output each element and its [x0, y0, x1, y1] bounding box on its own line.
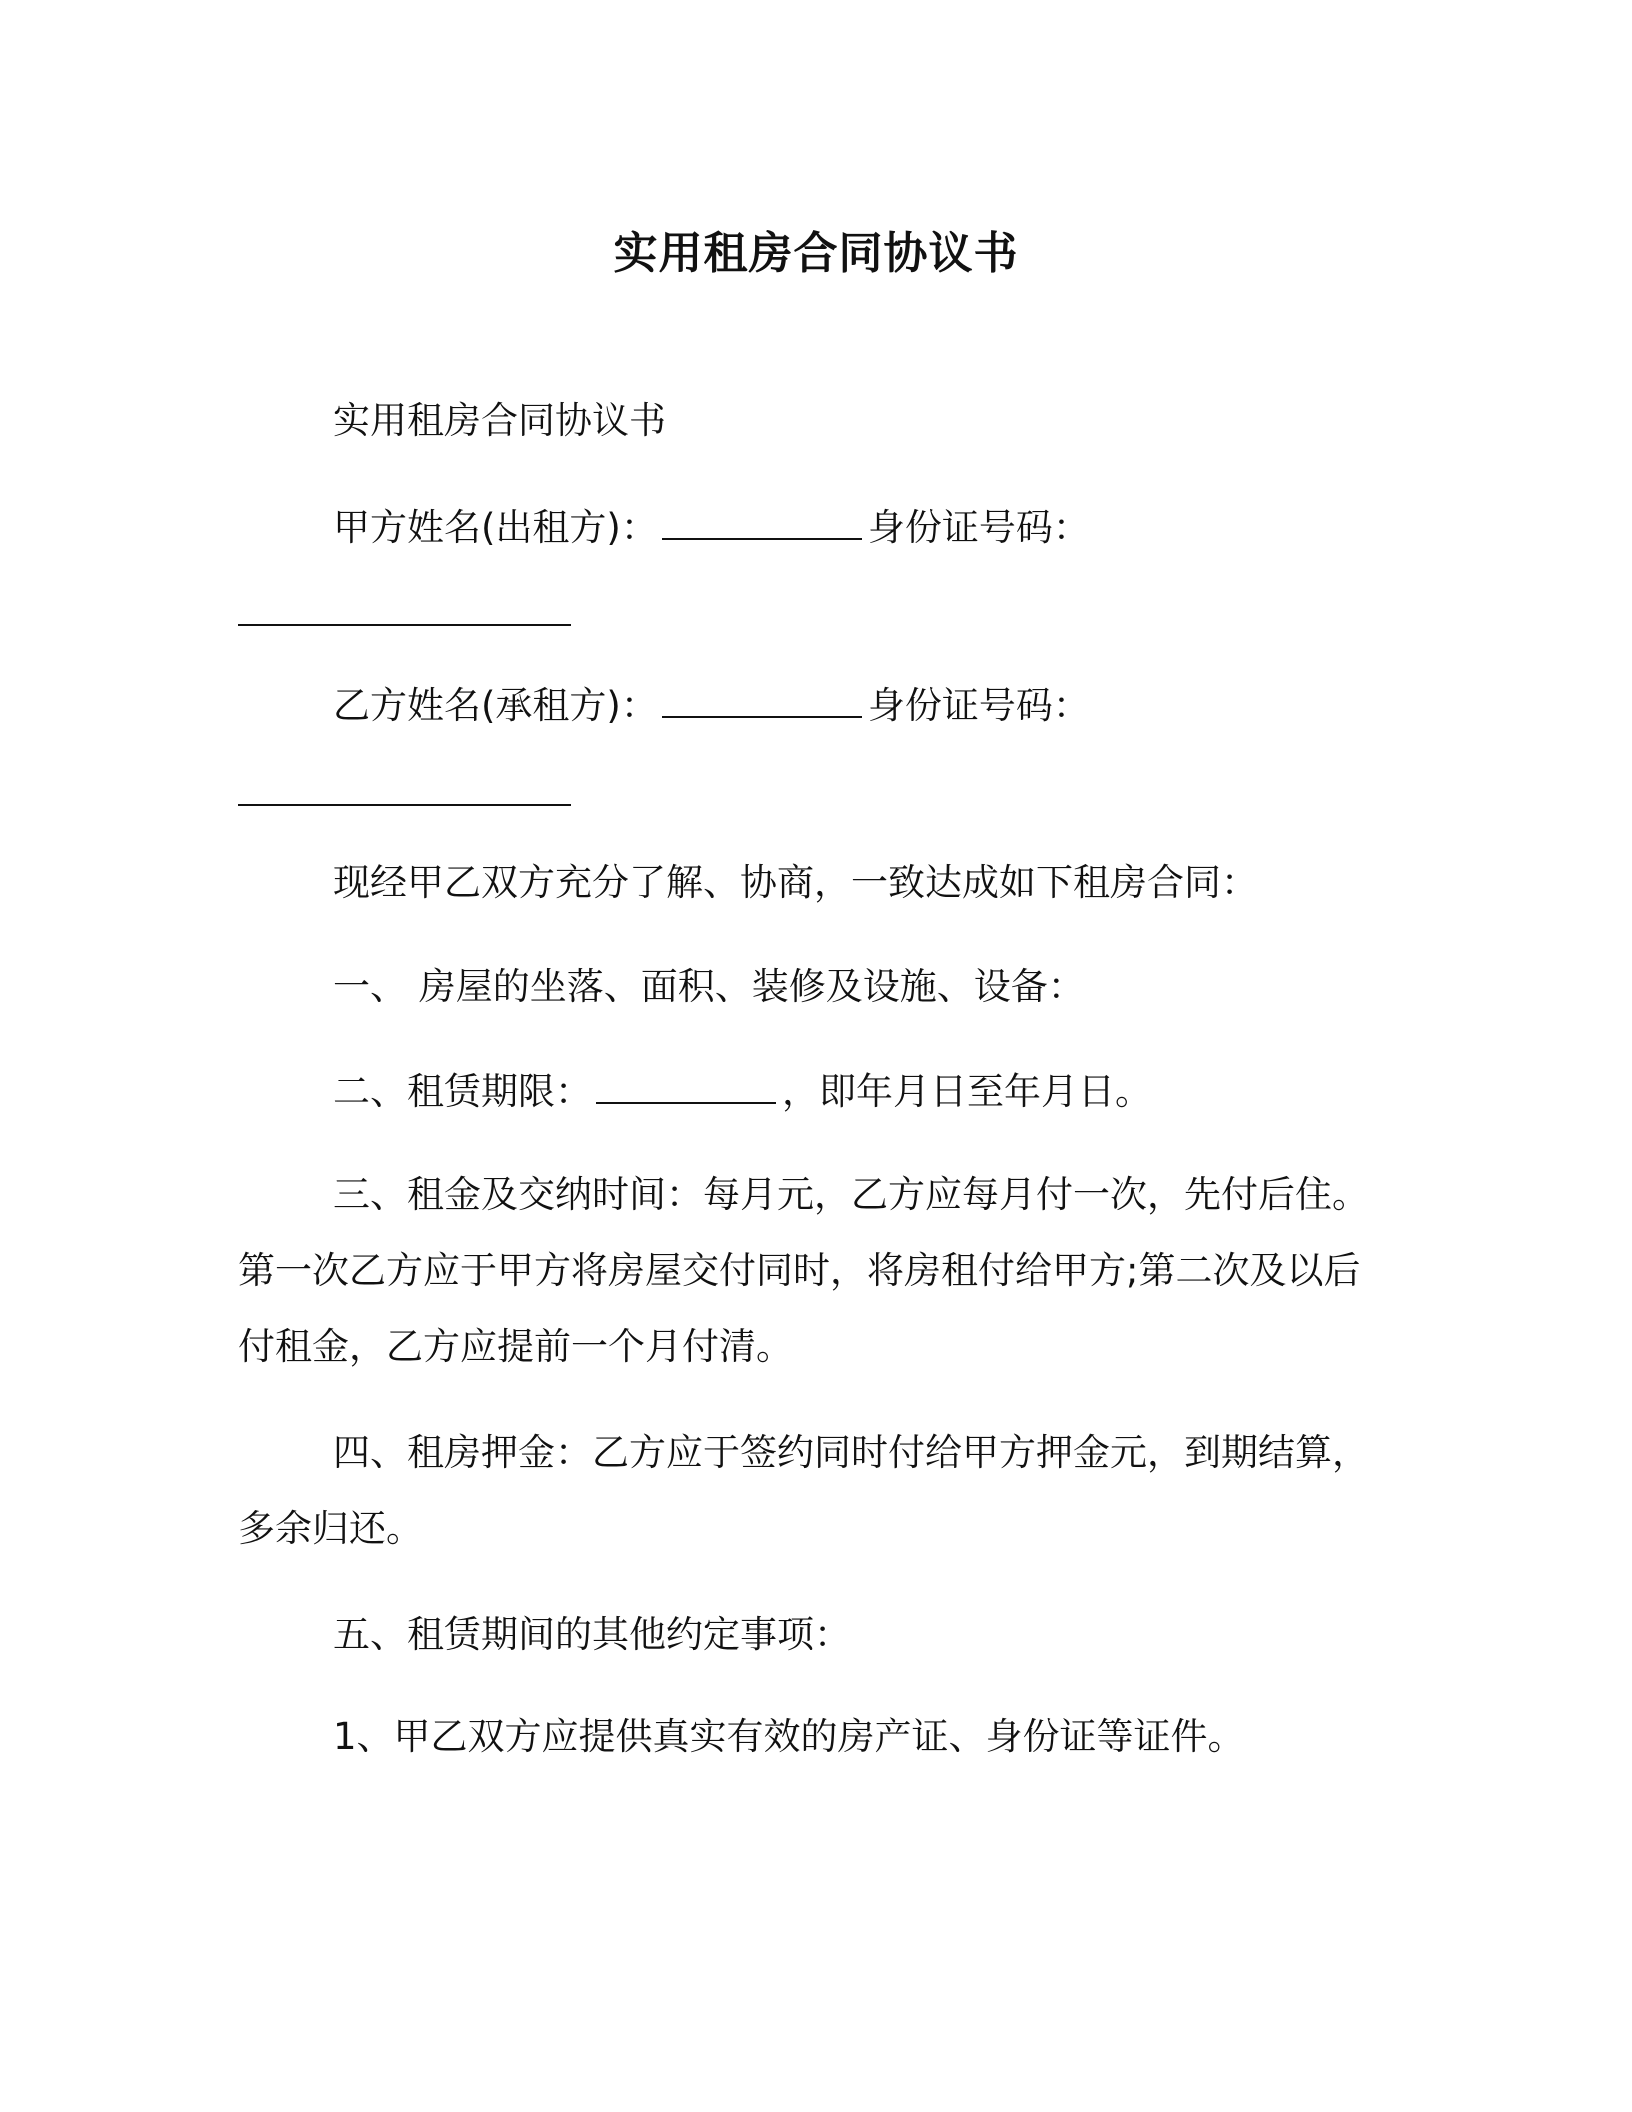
- party-a-name-label: 甲方姓名(出租方)：: [333, 506, 658, 549]
- clause-3-line-2: 第一次乙方应于甲方将房屋交付同时，将房租付给甲方;第二次及以后: [238, 1249, 1361, 1292]
- party-b-line: [333, 680, 1090, 731]
- clause-3-line-1: 三、租金及交纳时间：每月元，乙方应每月付一次，先付后住。: [333, 1173, 1369, 1216]
- clause-2: [333, 1066, 1152, 1117]
- party-a-id-label: 身份证号码：: [867, 506, 1090, 549]
- clause-2-label: 二、租赁期限：: [333, 1070, 592, 1113]
- party-a-id-blank: [238, 624, 571, 626]
- clause-5: 五、租赁期间的其他约定事项：: [333, 1613, 851, 1656]
- intro-paragraph: 现经甲乙双方充分了解、协商，一致达成如下租房合同：: [333, 861, 1258, 904]
- clause-4-line-2: 多余归还。: [238, 1507, 423, 1550]
- lease-term-blank: [596, 1066, 776, 1104]
- clause-2-suffix: ，即年月日至年月日。: [782, 1070, 1152, 1113]
- party-b-id-blank: [238, 804, 571, 806]
- party-b-name-blank: [662, 680, 862, 718]
- item-1: 1、甲乙双方应提供真实有效的房产证、身份证等证件。: [333, 1715, 1245, 1758]
- party-a-line: [333, 502, 1090, 553]
- document-subtitle: 实用租房合同协议书: [333, 399, 666, 442]
- clause-1: 一、 房屋的坐落、面积、装修及设施、设备：: [333, 965, 1085, 1008]
- document-title: 实用租房合同协议书: [613, 228, 1019, 279]
- party-b-name-label: 乙方姓名(承租方)：: [333, 684, 658, 727]
- party-a-name-blank: [662, 502, 862, 540]
- clause-3-line-3: 付租金，乙方应提前一个月付清。: [238, 1325, 793, 1368]
- clause-4-line-1: 四、租房押金：乙方应于签约同时付给甲方押金元，到期结算，: [333, 1431, 1369, 1474]
- party-b-id-label: 身份证号码：: [867, 684, 1090, 727]
